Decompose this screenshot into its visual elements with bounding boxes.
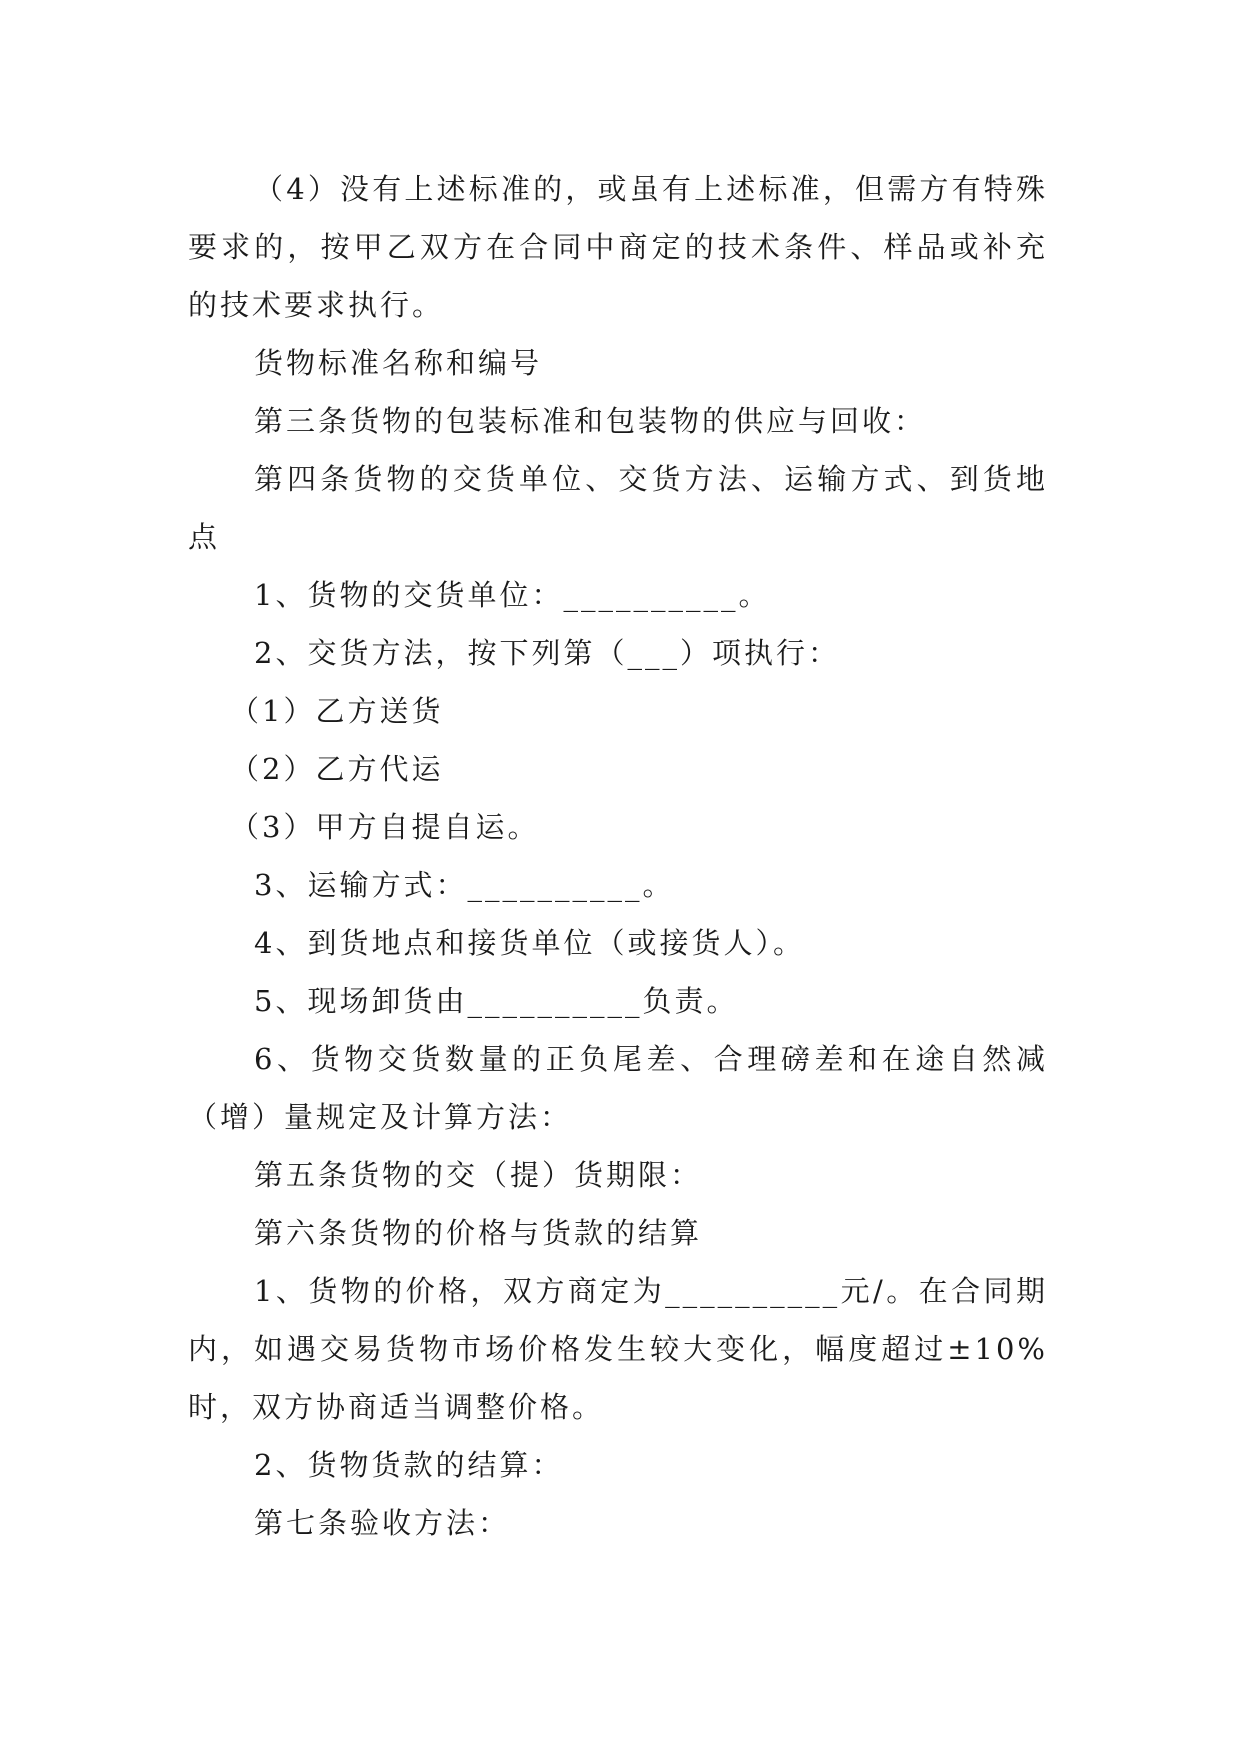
document-body [188, 160, 1048, 1552]
paragraph-article-4-item-2: 2、交货方法，按下列第（___）项执行： [254, 636, 840, 670]
paragraph-article-6-item-2: 2、货物货款的结算： [254, 1448, 564, 1482]
paragraph-article-4-item-1: 1、货物的交货单位：__________。 [254, 578, 771, 612]
paragraph-standard-name: 货物标准名称和编号 [254, 346, 543, 380]
paragraph-option-1: （1）乙方送货 [230, 694, 444, 728]
paragraph-article-4-item-3: 3、运输方式：__________。 [254, 868, 675, 902]
paragraph-article-4-item-4: 4、到货地点和接货单位（或接货人）。 [254, 926, 805, 960]
paragraph-option-2: （2）乙方代运 [230, 752, 444, 786]
paragraph-article-7: 第七条验收方法： [254, 1506, 511, 1540]
paragraph-article-5: 第五条货物的交（提）货期限： [254, 1158, 703, 1192]
paragraph-option-3: （3）甲方自提自运。 [230, 810, 540, 844]
paragraph-article-3: 第三条货物的包装标准和包装物的供应与回收： [254, 404, 927, 438]
paragraph-article-6: 第六条货物的价格与货款的结算 [254, 1216, 703, 1250]
paragraph-clause-2-4: （4）没有上述标准的，或虽有上述标准，但需方有特殊要求的，按甲乙双方在合同中商定的技术条件、样品或补充的技术要求执行。 [188, 172, 1048, 322]
paragraph-article-4: 第四条货物的交货单位、交货方法、运输方式、到货地点 [188, 462, 1048, 554]
paragraph-article-4-item-5: 5、现场卸货由__________负责。 [254, 984, 739, 1018]
paragraph-article-4-item-6: 6、货物交货数量的正负尾差、合理磅差和在途自然减（增）量规定及计算方法： [188, 1042, 1048, 1134]
paragraph-article-6-item-1: 1、货物的价格，双方商定为__________元/。在合同期内，如遇交易货物市场价格发生较大变化，幅度超过±10%时，双方协商适当调整价格。 [188, 1274, 1048, 1424]
